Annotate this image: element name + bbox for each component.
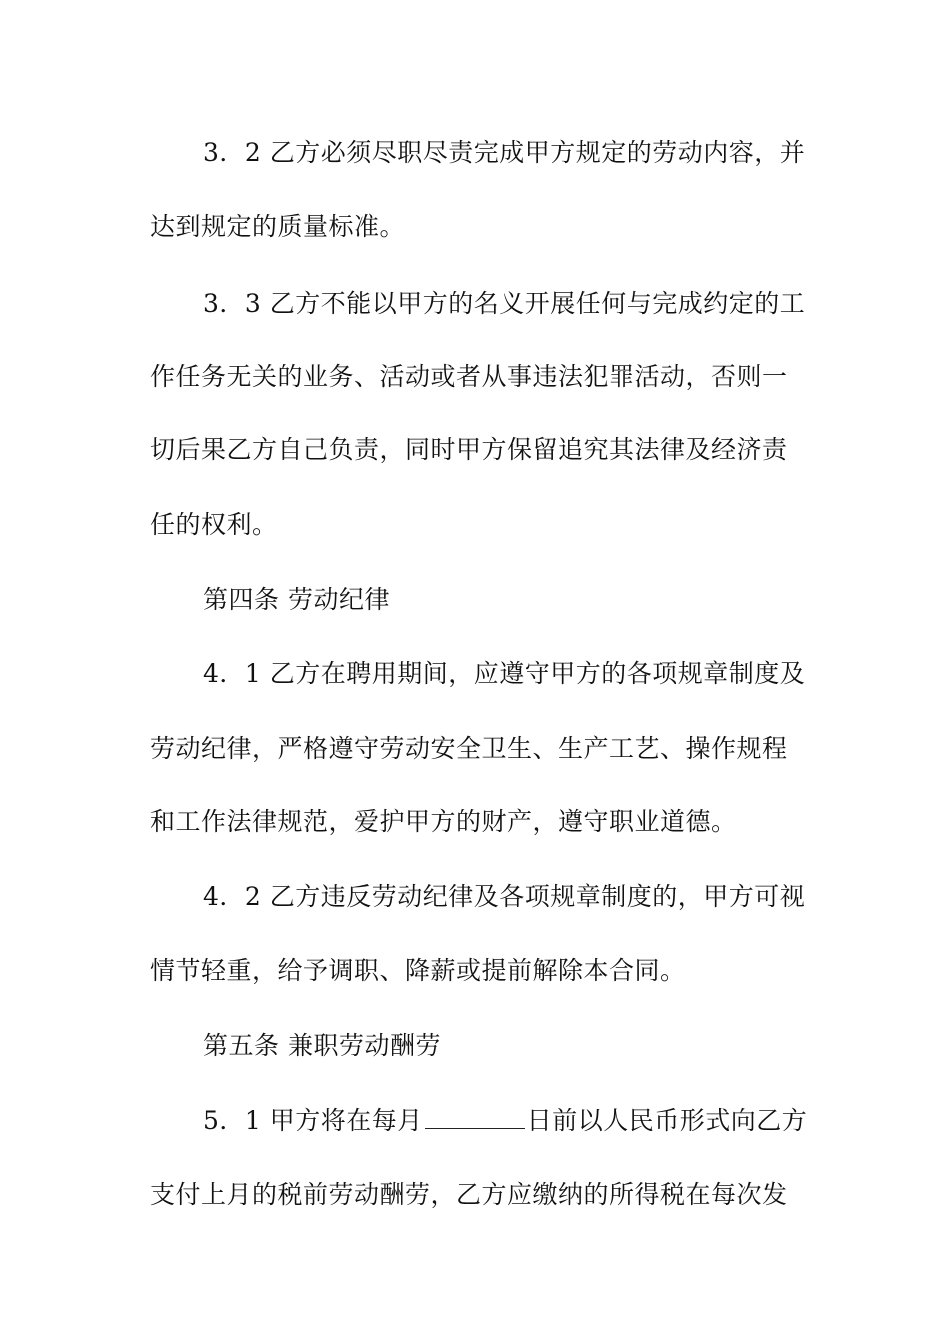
paragraph-5-1-text-before-blank: 5．1 甲方将在每月 [203, 1106, 423, 1135]
paragraph-5-1-line-1 [203, 1101, 810, 1141]
paragraph-4-1-line-1: 4．1 乙方在聘用期间，应遵守甲方的各项规章制度及 [203, 659, 806, 688]
paragraph-4-2-line-1: 4．2 乙方违反劳动纪律及各项规章制度的，甲方可视 [203, 882, 806, 911]
paragraph-4-1-line-3: 和工作法律规范，爱护甲方的财产，遵守职业道德。 [150, 807, 737, 836]
paragraph-3-3-line-4: 任的权利。 [150, 510, 278, 539]
paragraph-3-3-line-3: 切后果乙方自己负责，同时甲方保留追究其法律及经济责 [150, 435, 788, 464]
article-5-heading: 第五条 兼职劳动酬劳 [203, 1031, 441, 1060]
paragraph-5-1-text-after-blank: 日前以人民币形式向乙方 [526, 1106, 808, 1135]
paragraph-3-2-line-1: 3．2 乙方必须尽职尽责完成甲方规定的劳动内容，并 [203, 138, 806, 167]
paragraph-5-1-line-2: 支付上月的税前劳动酬劳，乙方应缴纳的所得税在每次发 [150, 1180, 788, 1209]
paragraph-4-2-line-2: 情节轻重，给予调职、降薪或提前解除本合同。 [150, 956, 686, 985]
paragraph-3-3-line-2: 作任务无关的业务、活动或者从事违法犯罪活动，否则一 [150, 362, 788, 391]
paragraph-3-3-line-1: 3．3 乙方不能以甲方的名义开展任何与完成约定的工 [203, 289, 806, 318]
paragraph-3-2-line-2: 达到规定的质量标准。 [150, 212, 406, 241]
paragraph-4-1-line-2: 劳动纪律，严格遵守劳动安全卫生、生产工艺、操作规程 [150, 734, 788, 763]
article-4-heading: 第四条 劳动纪律 [203, 585, 390, 614]
payment-day-blank [425, 1106, 525, 1129]
